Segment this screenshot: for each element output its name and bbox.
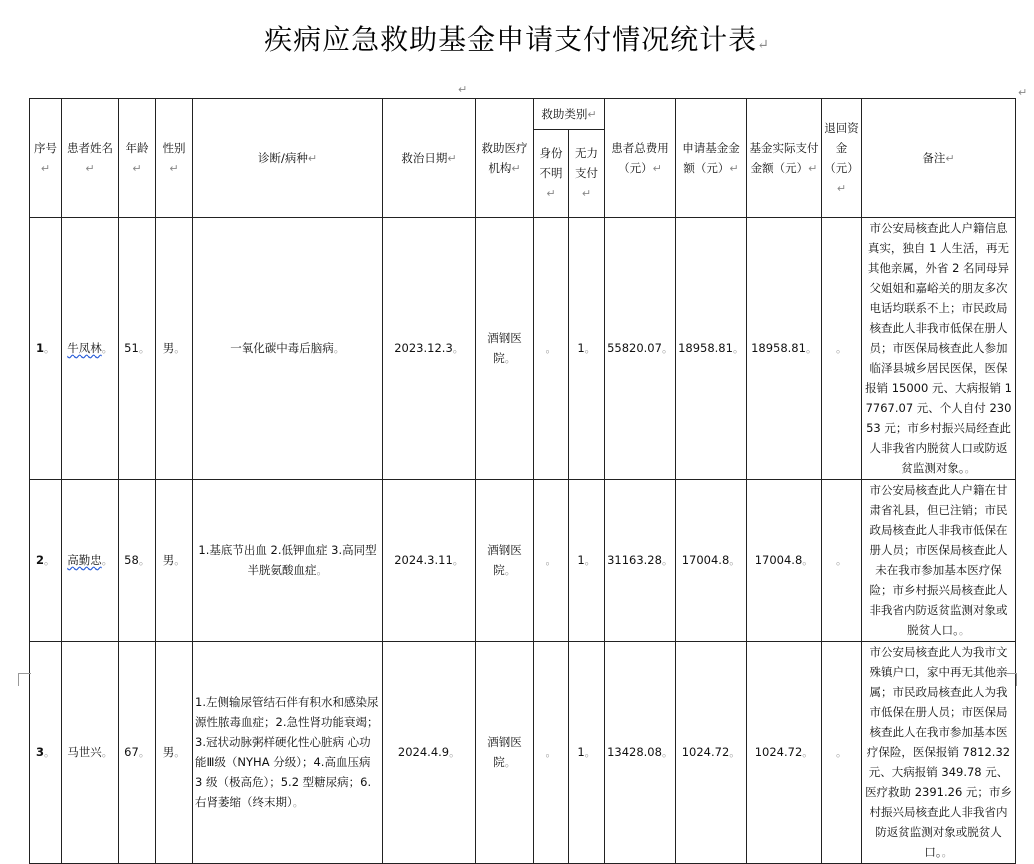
cell-apply: 18958.81。 bbox=[676, 218, 747, 480]
cell-apply: 17004.8。 bbox=[676, 480, 747, 642]
statistics-table bbox=[29, 98, 1016, 864]
cell-hospital: 酒钢医院。 bbox=[476, 218, 534, 480]
cell-name: 牛凤林。 bbox=[62, 218, 119, 480]
cell-sex: 男。 bbox=[156, 218, 193, 480]
header-actual: 基金实际支付金额（元）↵ bbox=[747, 99, 822, 218]
cell-sex: 男。 bbox=[156, 642, 193, 864]
table-row bbox=[30, 642, 1016, 864]
cell-actual: 18958.81。 bbox=[747, 218, 822, 480]
cell-refund: 。 bbox=[822, 480, 862, 642]
cell-actual: 17004.8。 bbox=[747, 480, 822, 642]
cell-total: 13428.08。 bbox=[605, 642, 676, 864]
cell-hospital: 酒钢医院。 bbox=[476, 480, 534, 642]
cell-refund: 。 bbox=[822, 642, 862, 864]
header-name: 患者姓名↵ bbox=[62, 99, 119, 218]
cell-diagnosis: 1.左侧输尿管结石伴有积水和感染尿源性脓毒血症；2.急性肾功能衰竭；3.冠状动脉粥样硬化性心脏病 心功能Ⅲ级（NYHA 分级）；4.高血压病 3 级（极高危）；5.2 型糖尿病；6.右肾萎缩（终末期）。 bbox=[193, 642, 383, 864]
cell-cat-unable: 1。 bbox=[569, 642, 605, 864]
cell-refund: 。 bbox=[822, 218, 862, 480]
paragraph-mark-icon: ↵ bbox=[458, 83, 468, 96]
cell-remark: 市公安局核查此人为我市文殊镇户口，家中再无其他亲属；市民政局核查此人为我市低保在册人员；市医保局核查此人在我市参加基本医疗保险，医保报销 7812.32 元、大病报销 349.78 元、医疗救助 2391.26 元；市乡村振兴局核查此人非我省内防返贫监测对象或脱贫人口。。 bbox=[862, 642, 1016, 864]
header-cat-unknown: 身份不明↵ bbox=[534, 130, 569, 218]
cell-date: 2023.12.3。 bbox=[383, 218, 476, 480]
header-diagnosis: 诊断/病种↵ bbox=[193, 99, 383, 218]
page-corner-mark bbox=[18, 673, 31, 686]
cell-sex: 男。 bbox=[156, 480, 193, 642]
header-total: 患者总费用（元）↵ bbox=[605, 99, 676, 218]
cell-actual: 1024.72。 bbox=[747, 642, 822, 864]
header-remark: 备注↵ bbox=[862, 99, 1016, 218]
header-seq: 序号↵ bbox=[30, 99, 62, 218]
cell-cat-unknown: 。 bbox=[534, 642, 569, 864]
header-age: 年龄↵ bbox=[119, 99, 156, 218]
header-date: 救治日期↵ bbox=[383, 99, 476, 218]
cell-cat-unable: 1。 bbox=[569, 480, 605, 642]
header-hospital: 救助医疗机构↵ bbox=[476, 99, 534, 218]
cell-seq: 1。 bbox=[30, 218, 62, 480]
title-text: 疾病应急救助基金申请支付情况统计表 bbox=[264, 23, 758, 56]
header-cat-unable: 无力支付↵ bbox=[569, 130, 605, 218]
cell-date: 2024.3.11。 bbox=[383, 480, 476, 642]
cell-seq: 2。 bbox=[30, 480, 62, 642]
page-title bbox=[0, 18, 1034, 58]
cell-cat-unable: 1。 bbox=[569, 218, 605, 480]
cell-total: 55820.07。 bbox=[605, 218, 676, 480]
page-corner-mark bbox=[1004, 673, 1017, 686]
cell-remark: 市公安局核查此人户籍在甘肃省礼县，但已注销；市民政局核查此人非我市低保在册人员；市医保局核查此人未在我市参加基本医疗保险；市乡村振兴局核查此人非我省内防返贫监测对象或脱贫人口。。 bbox=[862, 480, 1016, 642]
cell-date: 2024.4.9。 bbox=[383, 642, 476, 864]
paragraph-mark-icon: ↵ bbox=[757, 37, 770, 53]
header-refund: 退回资金（元）↵ bbox=[822, 99, 862, 218]
cell-diagnosis: 一氧化碳中毒后脑病。 bbox=[193, 218, 383, 480]
table-row bbox=[30, 218, 1016, 480]
cell-remark: 市公安局核查此人户籍信息真实，独自 1 人生活，再无其他亲属，外省 2 名同母异父姐姐和嘉峪关的朋友多次电话均联系不上；市民政局核查此人非我市低保在册人员；市医保局核查此人参加临泽县城乡居民医保，医保报销 15000 元、大病报销 17767.07 元、个人自付 23053 元；市乡村振兴局经查此人非我省内脱贫人口或防返贫监测对象。。 bbox=[862, 218, 1016, 480]
paragraph-mark-icon: ↵ bbox=[1018, 86, 1028, 99]
cell-cat-unknown: 。 bbox=[534, 218, 569, 480]
cell-apply: 1024.72。 bbox=[676, 642, 747, 864]
cell-seq: 3。 bbox=[30, 642, 62, 864]
table-row bbox=[30, 480, 1016, 642]
header-category: 救助类别↵ bbox=[534, 99, 605, 130]
cell-hospital: 酒钢医院。 bbox=[476, 642, 534, 864]
header-apply: 申请基金金额（元）↵ bbox=[676, 99, 747, 218]
cell-total: 31163.28。 bbox=[605, 480, 676, 642]
cell-age: 51。 bbox=[119, 218, 156, 480]
cell-cat-unknown: 。 bbox=[534, 480, 569, 642]
cell-diagnosis: 1.基底节出血 2.低钾血症 3.高同型半胱氨酸血症。 bbox=[193, 480, 383, 642]
cell-age: 67。 bbox=[119, 642, 156, 864]
cell-name: 马世兴。 bbox=[62, 642, 119, 864]
header-sex: 性别↵ bbox=[156, 99, 193, 218]
header-row bbox=[30, 99, 1016, 130]
cell-name: 高勤忠。 bbox=[62, 480, 119, 642]
cell-age: 58。 bbox=[119, 480, 156, 642]
